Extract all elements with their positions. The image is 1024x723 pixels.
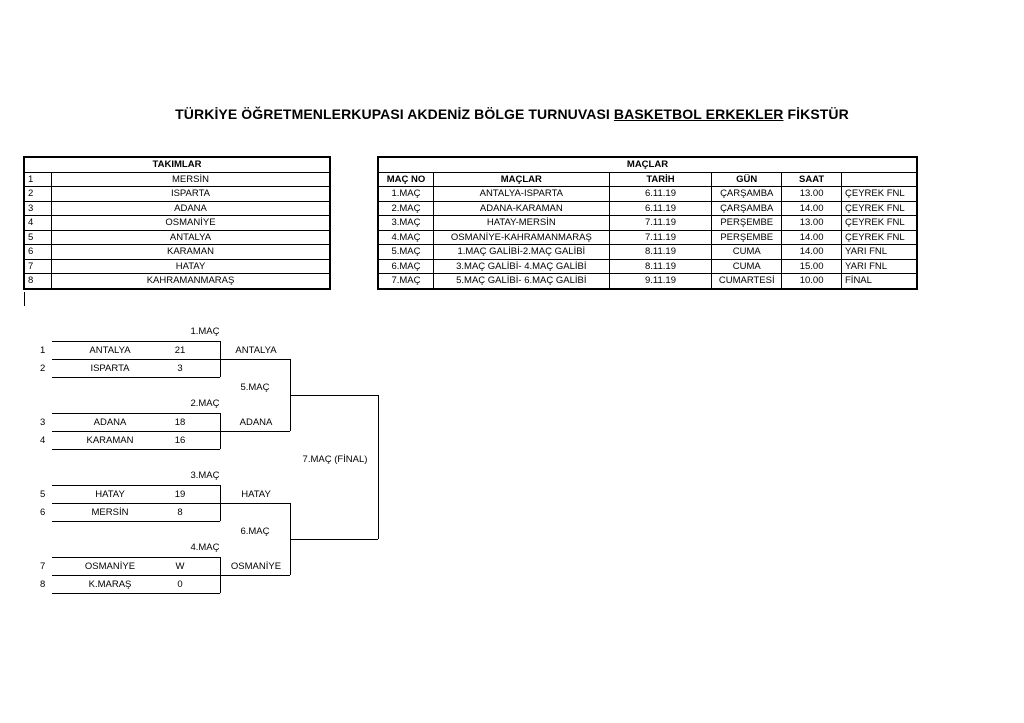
quarterfinal-winner: ADANA xyxy=(239,417,273,428)
teams-table-header: TAKIMLAR xyxy=(25,158,330,173)
matches-column-header: TARİH xyxy=(609,172,712,187)
match-row xyxy=(379,216,917,231)
match-day: CUMARTESİ xyxy=(712,274,782,289)
team-seed: 6 xyxy=(40,507,46,518)
team-row xyxy=(25,259,330,274)
bracket-line xyxy=(220,503,290,504)
bracket-line xyxy=(290,539,378,540)
team-name: KARAMAN xyxy=(52,245,330,260)
bracket-line xyxy=(378,395,379,539)
matches-column-header: MAÇ NO xyxy=(379,172,434,187)
bracket-line xyxy=(52,521,220,522)
bracket-team-name: ADANA xyxy=(93,417,127,428)
page-title xyxy=(0,106,1024,122)
title-suffix: FİKSTÜR xyxy=(783,106,849,122)
match-date: 9.11.19 xyxy=(609,274,712,289)
bracket-line xyxy=(52,377,220,378)
match-day: ÇARŞAMBA xyxy=(712,201,782,216)
match-stage: ÇEYREK FNL xyxy=(842,187,917,202)
bracket-score: 19 xyxy=(174,489,186,500)
match-date: 6.11.19 xyxy=(609,187,712,202)
quarterfinal-label: 3.MAÇ xyxy=(190,470,220,481)
match-stage: ÇEYREK FNL xyxy=(842,230,917,245)
team-seed: 8 xyxy=(40,579,46,590)
quarterfinal-winner: ANTALYA xyxy=(235,345,277,356)
matches-column-header xyxy=(842,172,917,187)
team-row xyxy=(25,187,330,202)
match-teams: 1.MAÇ GALİBİ-2.MAÇ GALİBİ xyxy=(433,245,609,260)
bracket-score: 3 xyxy=(177,363,183,374)
bracket-team-name: MERSİN xyxy=(91,507,129,518)
match-time: 10.00 xyxy=(782,274,842,289)
match-time: 14.00 xyxy=(782,230,842,245)
match-number: 7.MAÇ xyxy=(379,274,434,289)
matches-column-header: SAAT xyxy=(782,172,842,187)
team-number: 6 xyxy=(25,245,52,260)
match-number: 2.MAÇ xyxy=(379,201,434,216)
bracket-score: 0 xyxy=(177,579,183,590)
matches-column-header: GÜN xyxy=(712,172,782,187)
match-stage: FİNAL xyxy=(842,274,917,289)
bracket-line xyxy=(290,395,378,396)
team-number: 8 xyxy=(25,274,52,289)
quarterfinal-label: 1.MAÇ xyxy=(190,326,220,337)
team-number: 3 xyxy=(25,201,52,216)
team-name: ANTALYA xyxy=(52,230,330,245)
bracket-line xyxy=(52,413,220,414)
bracket-team-name: ISPARTA xyxy=(90,363,130,374)
team-name: ADANA xyxy=(52,201,330,216)
bracket-score: 16 xyxy=(174,435,186,446)
match-time: 15.00 xyxy=(782,259,842,274)
team-number: 4 xyxy=(25,216,52,231)
team-row xyxy=(25,230,330,245)
team-number: 5 xyxy=(25,230,52,245)
team-number: 2 xyxy=(25,187,52,202)
match-row xyxy=(379,245,917,260)
match-row xyxy=(379,201,917,216)
bracket-line xyxy=(52,557,220,558)
matches-column-header: MAÇLAR xyxy=(433,172,609,187)
match-date: 7.11.19 xyxy=(609,230,712,245)
match-time: 14.00 xyxy=(782,245,842,260)
bracket-team-name: HATAY xyxy=(95,489,125,500)
match-number: 3.MAÇ xyxy=(379,216,434,231)
semifinal-label: 5.MAÇ xyxy=(240,382,270,393)
matches-table-header: MAÇLAR xyxy=(379,158,917,173)
match-teams: 3.MAÇ GALİBİ- 4.MAÇ GALİBİ xyxy=(433,259,609,274)
bracket-line xyxy=(52,485,220,486)
matches-table xyxy=(378,157,917,289)
team-name: HATAY xyxy=(52,259,330,274)
team-name: KAHRAMANMARAŞ xyxy=(52,274,330,289)
match-day: PERŞEMBE xyxy=(712,230,782,245)
match-day: CUMA xyxy=(712,259,782,274)
match-teams: ADANA-KARAMAN xyxy=(433,201,609,216)
match-teams: HATAY-MERSİN xyxy=(433,216,609,231)
match-number: 6.MAÇ xyxy=(379,259,434,274)
bracket-score: 21 xyxy=(174,345,186,356)
bracket-team-name: KARAMAN xyxy=(86,435,134,446)
bracket-line xyxy=(52,575,220,576)
bracket-score: W xyxy=(175,561,185,572)
team-name: MERSİN xyxy=(52,172,330,187)
match-day: PERŞEMBE xyxy=(712,216,782,231)
quarterfinal-winner: HATAY xyxy=(241,489,271,500)
bracket-line xyxy=(220,431,290,432)
bracket-line xyxy=(52,449,220,450)
match-day: ÇARŞAMBA xyxy=(712,187,782,202)
match-number: 4.MAÇ xyxy=(379,230,434,245)
quarterfinal-winner: OSMANİYE xyxy=(230,561,282,572)
team-seed: 5 xyxy=(40,489,46,500)
match-number: 5.MAÇ xyxy=(379,245,434,260)
title-underlined: BASKETBOL ERKEKLER xyxy=(613,106,784,122)
bracket-line xyxy=(52,431,220,432)
bracket-team-name: OSMANİYE xyxy=(84,561,136,572)
bracket-line xyxy=(52,593,220,594)
bracket-line xyxy=(52,503,220,504)
match-date: 8.11.19 xyxy=(609,245,712,260)
match-day: CUMA xyxy=(712,245,782,260)
team-seed: 7 xyxy=(40,561,46,572)
bracket-line xyxy=(52,341,220,342)
team-name: OSMANİYE xyxy=(52,216,330,231)
team-seed: 4 xyxy=(40,435,46,446)
bracket-line xyxy=(52,359,220,360)
bracket-line xyxy=(220,575,290,576)
match-stage: ÇEYREK FNL xyxy=(842,216,917,231)
match-stage: ÇEYREK FNL xyxy=(842,201,917,216)
match-time: 14.00 xyxy=(782,201,842,216)
team-number: 1 xyxy=(25,172,52,187)
quarterfinal-label: 2.MAÇ xyxy=(190,398,220,409)
semifinal-label: 6.MAÇ xyxy=(240,526,270,537)
final-label: 7.MAÇ (FİNAL) xyxy=(302,454,368,465)
match-row xyxy=(379,259,917,274)
title-text: TÜRKİYE ÖĞRETMENLERKUPASI AKDENİZ BÖLGE TURNUVASI xyxy=(175,106,614,122)
teams-table xyxy=(24,157,330,289)
bracket-score: 18 xyxy=(174,417,186,428)
match-row xyxy=(379,187,917,202)
quarterfinal-label: 4.MAÇ xyxy=(190,542,220,553)
match-row xyxy=(379,274,917,289)
match-teams: OSMANİYE-KAHRAMANMARAŞ xyxy=(433,230,609,245)
team-row xyxy=(25,245,330,260)
match-time: 13.00 xyxy=(782,187,842,202)
team-row xyxy=(25,172,330,187)
team-number: 7 xyxy=(25,259,52,274)
match-teams: ANTALYA-ISPARTA xyxy=(433,187,609,202)
team-name: ISPARTA xyxy=(52,187,330,202)
team-seed: 2 xyxy=(40,363,46,374)
team-row xyxy=(25,274,330,289)
match-stage: YARI FNL xyxy=(842,245,917,260)
match-row xyxy=(379,230,917,245)
match-date: 6.11.19 xyxy=(609,201,712,216)
team-seed: 3 xyxy=(40,417,46,428)
table-left-margin-line xyxy=(24,292,25,306)
bracket-score: 8 xyxy=(177,507,183,518)
bracket-team-name: ANTALYA xyxy=(89,345,131,356)
match-stage: YARI FNL xyxy=(842,259,917,274)
bracket-team-name: K.MARAŞ xyxy=(88,579,132,590)
match-date: 7.11.19 xyxy=(609,216,712,231)
match-time: 13.00 xyxy=(782,216,842,231)
match-number: 1.MAÇ xyxy=(379,187,434,202)
match-date: 8.11.19 xyxy=(609,259,712,274)
match-teams: 5.MAÇ GALİBİ- 6.MAÇ GALİBİ xyxy=(433,274,609,289)
team-seed: 1 xyxy=(40,345,46,356)
team-row xyxy=(25,201,330,216)
bracket-line xyxy=(220,359,290,360)
team-row xyxy=(25,216,330,231)
